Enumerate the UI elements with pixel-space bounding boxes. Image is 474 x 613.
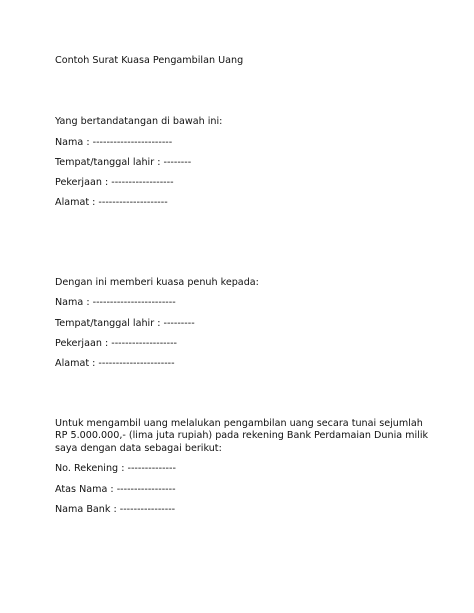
grantor-address-field: Alamat : -------------------- xyxy=(55,197,168,208)
bank-name-field: Nama Bank : ---------------- xyxy=(55,504,176,515)
account-number-field: No. Rekening : -------------- xyxy=(55,463,176,474)
grantee-name-field: Nama : ------------------------ xyxy=(55,297,176,308)
grantor-occupation-field: Pekerjaan : ------------------ xyxy=(55,177,174,188)
purpose-line-3: saya dengan data sebagai berikut: xyxy=(55,443,222,454)
grantee-address-field: Alamat : ---------------------- xyxy=(55,358,175,369)
grantee-birth-field: Tempat/tanggal lahir : --------- xyxy=(55,318,195,329)
account-holder-field: Atas Nama : ----------------- xyxy=(55,484,176,495)
grantee-intro: Dengan ini memberi kuasa penuh kepada: xyxy=(55,277,259,288)
grantee-occupation-field: Pekerjaan : ------------------- xyxy=(55,338,178,349)
grantor-birth-field: Tempat/tanggal lahir : -------- xyxy=(55,157,192,168)
purpose-line-1: Untuk mengambil uang melalukan pengambilan uang secara tunai sejumlah xyxy=(55,418,423,429)
document-title: Contoh Surat Kuasa Pengambilan Uang xyxy=(55,55,244,66)
grantor-intro: Yang bertandatangan di bawah ini: xyxy=(55,116,223,127)
purpose-line-2: RP 5.000.000,- (lima juta rupiah) pada rekening Bank Perdamaian Dunia milik xyxy=(55,430,429,441)
grantor-name-field: Nama : ----------------------- xyxy=(55,137,173,148)
